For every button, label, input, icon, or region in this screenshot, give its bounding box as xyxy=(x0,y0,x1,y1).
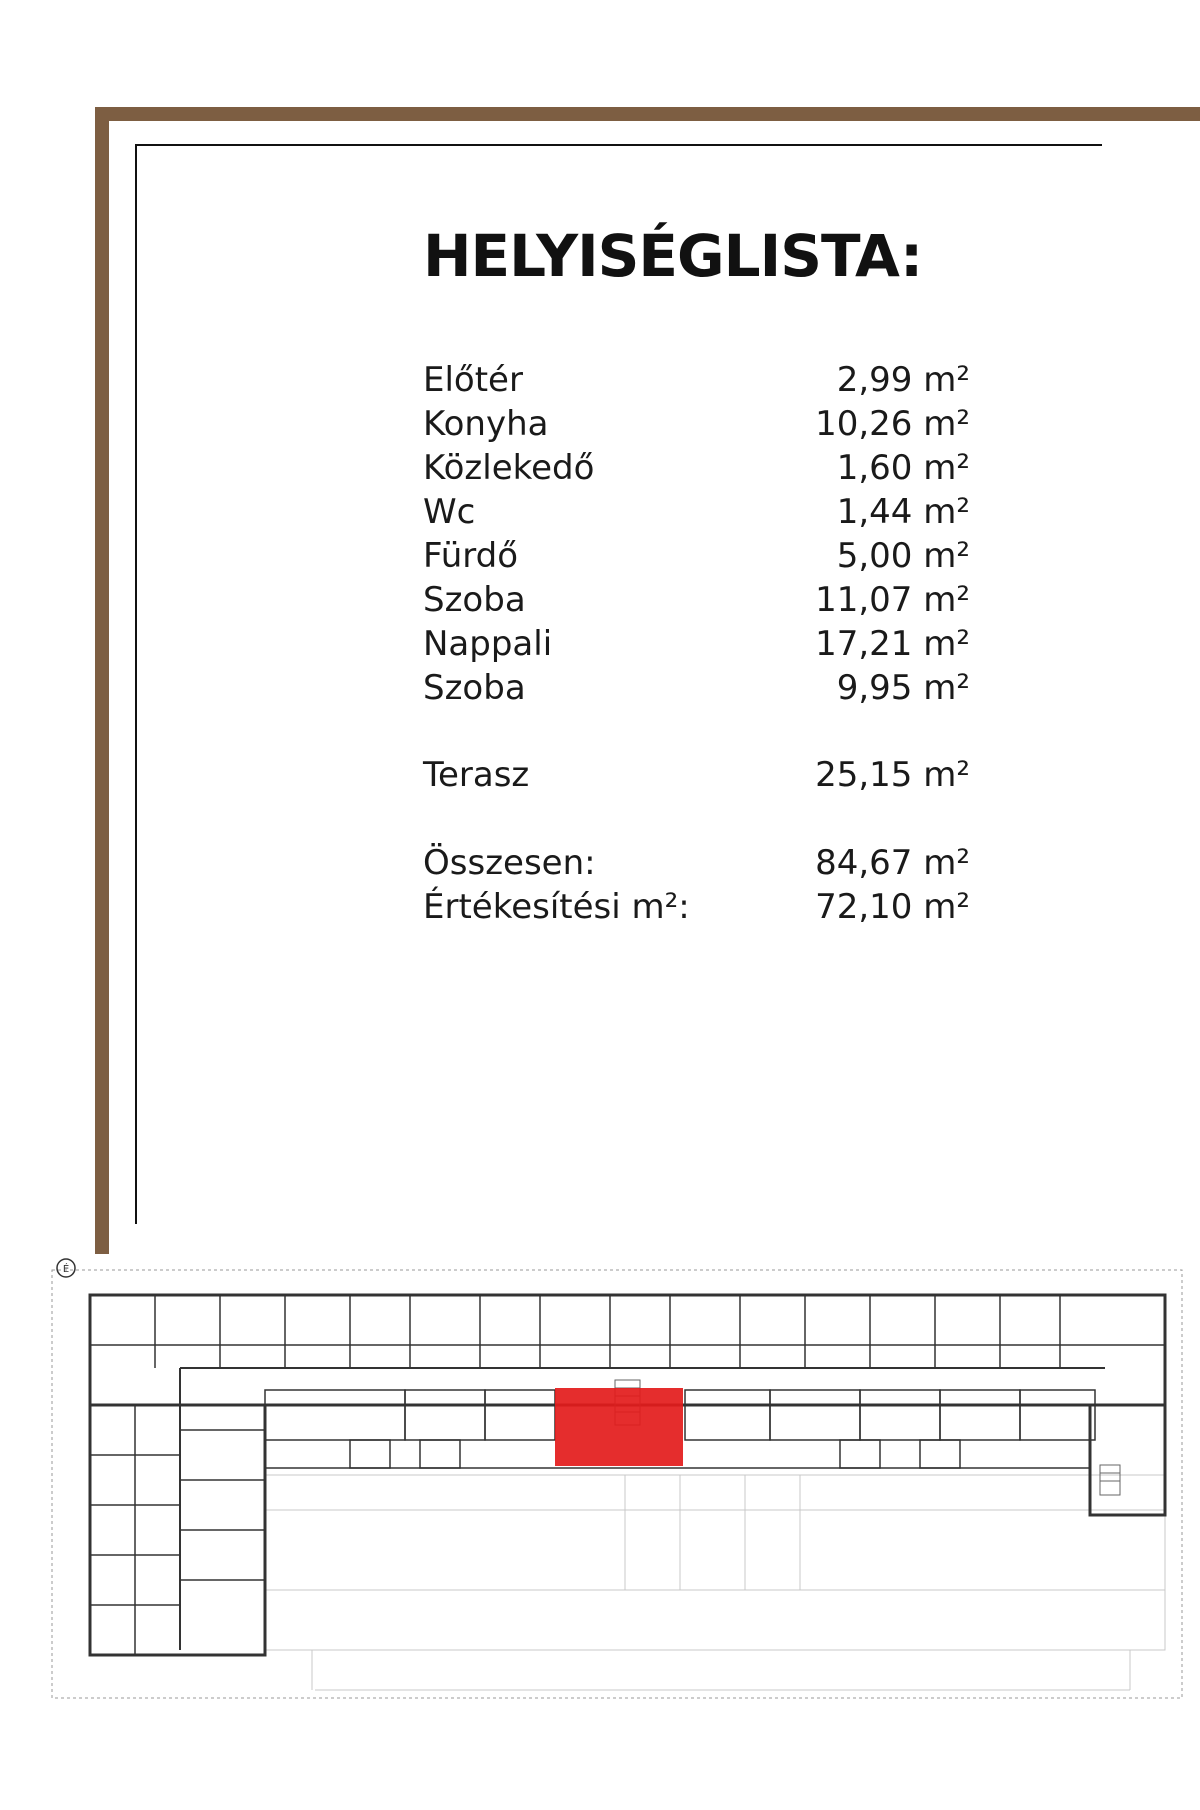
compass-label: É xyxy=(62,1264,70,1275)
room-name: Közlekedő xyxy=(423,448,595,488)
total-area: 84,67 m² xyxy=(815,843,970,883)
room-row xyxy=(423,402,970,446)
sales-area-value: 72,10 m² xyxy=(815,887,970,927)
total-label: Összesen: xyxy=(423,843,596,883)
terrace-area: 25,15 m² xyxy=(815,755,970,795)
terrace-row xyxy=(423,753,970,797)
room-area: 11,07 m² xyxy=(815,580,970,620)
room-row xyxy=(423,446,970,490)
parking-area xyxy=(265,1475,1165,1690)
stairs-icon xyxy=(615,1380,1120,1495)
brown-frame-left xyxy=(95,107,109,1254)
room-area: 1,44 m² xyxy=(836,492,970,532)
page-title: HELYISÉGLISTA: xyxy=(423,222,923,290)
room-name: Fürdő xyxy=(423,536,519,576)
room-row xyxy=(423,622,970,666)
highlighted-apartment xyxy=(555,1388,683,1466)
room-area: 2,99 m² xyxy=(836,360,970,400)
room-row xyxy=(423,578,970,622)
sales-area-label: Értékesítési m²: xyxy=(423,887,690,927)
room-area: 5,00 m² xyxy=(836,536,970,576)
room-name: Nappali xyxy=(423,624,553,664)
brown-frame-top xyxy=(95,107,1200,121)
room-area: 10,26 m² xyxy=(815,404,970,444)
thin-frame-left xyxy=(135,144,137,1224)
floor-plan xyxy=(50,1250,1185,1700)
unit-dividers-west xyxy=(90,1405,265,1655)
room-name: Szoba xyxy=(423,580,526,620)
room-row xyxy=(423,666,970,710)
room-area: 9,95 m² xyxy=(836,668,970,708)
room-area: 1,60 m² xyxy=(836,448,970,488)
room-row xyxy=(423,490,970,534)
room-area: 17,21 m² xyxy=(815,624,970,664)
terrace-name: Terasz xyxy=(423,755,530,795)
total-row xyxy=(423,841,970,885)
room-name: Szoba xyxy=(423,668,526,708)
room-row xyxy=(423,358,970,402)
room-row xyxy=(423,534,970,578)
room-name: Előtér xyxy=(423,360,523,400)
sales-area-row xyxy=(423,885,970,929)
unit-dividers-north xyxy=(90,1295,1165,1368)
room-name: Konyha xyxy=(423,404,549,444)
room-name: Wc xyxy=(423,492,476,532)
thin-frame-top xyxy=(135,144,1102,146)
site-boundary xyxy=(52,1270,1182,1698)
